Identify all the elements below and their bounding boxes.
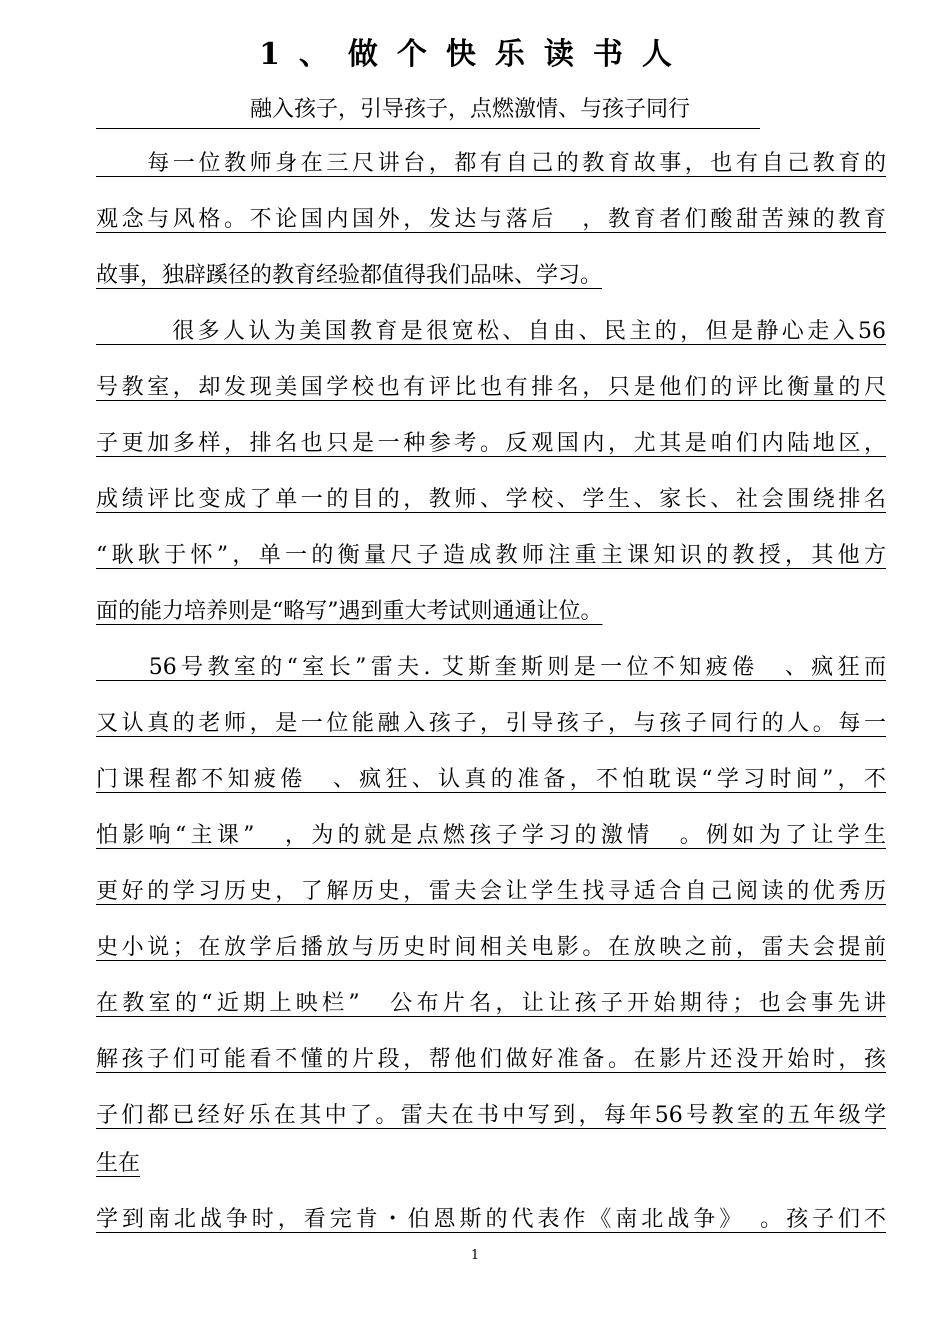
document-title: 1、做个快乐读书人 (259, 37, 691, 72)
text-line: 面的能力培养则是“略写”遇到重大考试则通通让位。 (96, 599, 603, 624)
text-line: 观念与风格。不论国内国外，发达与落后 ，教育者们酸甜苦辣的教育 (96, 207, 886, 232)
text-line: 更好的学习历史，了解历史，雷夫会让学生找寻适合自己阅读的优秀历 (96, 879, 886, 904)
text-line: 每一位教师身在三尺讲台，都有自己的教育故事，也有自己教育的 (96, 151, 886, 176)
text-line: 解孩子们可能看不懂的片段，帮他们做好准备。在影片还没开始时，孩 (96, 1047, 886, 1072)
text-line: 在教室的“近期上映栏” 公布片名，让让孩子开始期待；也会事先讲 (96, 991, 886, 1016)
text-line: 生在 (96, 1151, 141, 1176)
text-line: 又认真的老师，是一位能融入孩子，引导孩子，与孩子同行的人。每一 (96, 711, 886, 736)
text-line: 怕影响“主课” ，为的就是点燃孩子学习的激情 。例如为了让学生 (96, 823, 886, 848)
text-line: 门课程都不知疲倦 、疯狂、认真的准备，不怕耽误“学习时间”，不 (96, 767, 886, 792)
text-line: “耿耿于怀”，单一的衡量尺子造成教师注重主课知识的教授，其他方 (96, 543, 886, 568)
document-subtitle: 融入孩子，引导孩子，点燃激情、与孩子同行 (250, 97, 691, 122)
text-line: 成绩评比变成了单一的目的，教师、学校、学生、家长、社会围绕排名 (96, 487, 886, 512)
text-line: 子更加多样，排名也只是一种参考。反观国内，尤其是咱们内陆地区， (96, 431, 886, 456)
text-line: 号教室，却发现美国学校也有评比也有排名，只是他们的评比衡量的尺 (96, 375, 886, 400)
page-number: 1 (470, 1248, 480, 1263)
text-line: 很多人认为美国教育是很宽松、自由、民主的，但是静心走入56 (96, 319, 886, 344)
text-line: 故事，独辟蹊径的教育经验都值得我们品味、学习。 (96, 263, 603, 288)
text-line: 学到南北战争时，看完肯・伯恩斯的代表作《南北战争》 。孩子们不 (96, 1207, 886, 1232)
text-line: 史小说；在放学后播放与历史时间相关电影。在放映之前，雷夫会提前 (96, 935, 886, 960)
text-line: 子们都已经好乐在其中了。雷夫在书中写到，每年56号教室的五年级学 (96, 1103, 886, 1128)
text-line: 56号教室的“室长”雷夫. 艾斯奎斯则是一位不知疲倦 、疯狂而 (96, 655, 886, 680)
